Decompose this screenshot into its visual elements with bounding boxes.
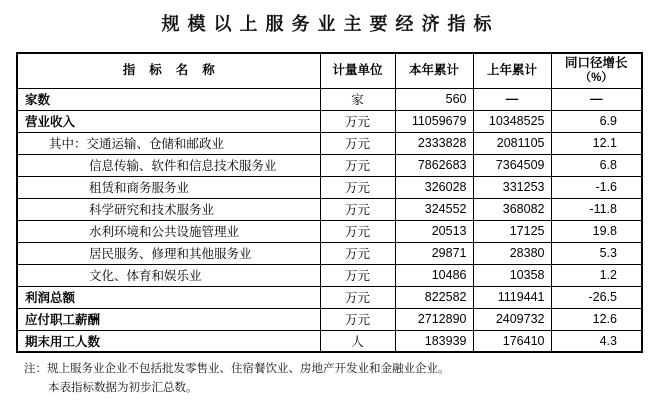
table-row: [17, 308, 642, 330]
previous-year-cell: 1119441: [473, 286, 551, 308]
table-body: [17, 88, 642, 352]
previous-year-cell: 176410: [473, 330, 551, 352]
table-row: [17, 88, 642, 110]
indicator-name-cell: 营业收入: [17, 110, 320, 132]
growth-cell: 6.9: [551, 110, 642, 132]
indicator-name-cell: 期末用工人数: [17, 330, 320, 352]
current-year-cell: 11059679: [395, 110, 473, 132]
indicators-table: [16, 52, 643, 353]
indicator-name-cell: 水利环境和公共设施管理业: [17, 220, 320, 242]
page-title: 规模以上服务业主要经济指标: [161, 14, 500, 34]
table-row: [17, 330, 642, 352]
current-year-cell: 560: [395, 88, 473, 110]
indicator-name-cell: 利润总额: [17, 286, 320, 308]
unit-cell: 万元: [320, 264, 395, 286]
previous-year-cell: 331253: [473, 176, 551, 198]
header-indicator-name: 指标名称: [17, 53, 320, 88]
previous-year-cell: 10348525: [473, 110, 551, 132]
current-year-cell: 7862683: [395, 154, 473, 176]
indicator-name-cell: 科学研究和技术服务业: [17, 198, 320, 220]
header-growth-line2: （%）: [579, 72, 613, 85]
table-notes: [24, 360, 653, 398]
previous-year-cell: 17125: [473, 220, 551, 242]
current-year-cell: 2712890: [395, 308, 473, 330]
table-row: [17, 264, 642, 286]
indicator-name-cell: 文化、体育和娱乐业: [17, 264, 320, 286]
previous-year-cell: —: [473, 88, 551, 110]
indicator-name-cell: 家数: [17, 88, 320, 110]
indicator-name-cell: 居民服务、修理和其他服务业: [17, 242, 320, 264]
table-row: [17, 176, 642, 198]
note-line-1: 注：规上服务业企业不包括批发零售业、住宿餐饮业、房地产开发业和金融业企业。: [24, 363, 450, 375]
previous-year-cell: 368082: [473, 198, 551, 220]
table-row: [17, 132, 642, 154]
indicator-name-cell: 其中：交通运输、仓储和邮政业: [17, 132, 320, 154]
previous-year-cell: 2081105: [473, 132, 551, 154]
previous-year-cell: 10358: [473, 264, 551, 286]
current-year-cell: 2333828: [395, 132, 473, 154]
unit-cell: 人: [320, 330, 395, 352]
current-year-cell: 822582: [395, 286, 473, 308]
current-year-cell: 183939: [395, 330, 473, 352]
growth-cell: 6.8: [551, 154, 642, 176]
unit-cell: 万元: [320, 286, 395, 308]
growth-cell: 19.8: [551, 220, 642, 242]
header-growth-line1: 同口径增长: [564, 55, 628, 70]
growth-cell: 12.1: [551, 132, 642, 154]
table-row: [17, 242, 642, 264]
indicator-name-cell: 信息传输、软件和信息技术服务业: [17, 154, 320, 176]
previous-year-cell: 2409732: [473, 308, 551, 330]
table-row: [17, 110, 642, 132]
table-row: [17, 220, 642, 242]
growth-cell: 4.3: [551, 330, 642, 352]
unit-cell: 万元: [320, 242, 395, 264]
header-unit: 计量单位: [320, 53, 395, 88]
indicator-name-cell: 应付职工薪酬: [17, 308, 320, 330]
unit-cell: 万元: [320, 176, 395, 198]
growth-cell: —: [551, 88, 642, 110]
growth-cell: 1.2: [551, 264, 642, 286]
table-row: [17, 198, 642, 220]
growth-cell: 12.6: [551, 308, 642, 330]
previous-year-cell: 7364509: [473, 154, 551, 176]
previous-year-cell: 28380: [473, 242, 551, 264]
growth-cell: -11.8: [551, 198, 642, 220]
note-line-2: 本表指标数据为初步汇总数。: [48, 381, 198, 394]
header-previous-year: 上年累计: [473, 53, 551, 88]
unit-cell: 万元: [320, 220, 395, 242]
growth-cell: -1.6: [551, 176, 642, 198]
unit-cell: 万元: [320, 110, 395, 132]
table-row: [17, 154, 642, 176]
indicator-name-cell: 租赁和商务服务业: [17, 176, 320, 198]
header-current-year: 本年累计: [395, 53, 473, 88]
unit-cell: 万元: [320, 198, 395, 220]
unit-cell: 万元: [320, 154, 395, 176]
header-growth: [551, 53, 642, 88]
current-year-cell: 326028: [395, 176, 473, 198]
table-row: [17, 286, 642, 308]
header-row: [17, 53, 642, 88]
current-year-cell: 29871: [395, 242, 473, 264]
unit-cell: 万元: [320, 132, 395, 154]
current-year-cell: 10486: [395, 264, 473, 286]
table-header: [17, 53, 642, 88]
current-year-cell: 20513: [395, 220, 473, 242]
current-year-cell: 324552: [395, 198, 473, 220]
growth-cell: 5.3: [551, 242, 642, 264]
unit-cell: 万元: [320, 308, 395, 330]
unit-cell: 家: [320, 88, 395, 110]
growth-cell: -26.5: [551, 286, 642, 308]
